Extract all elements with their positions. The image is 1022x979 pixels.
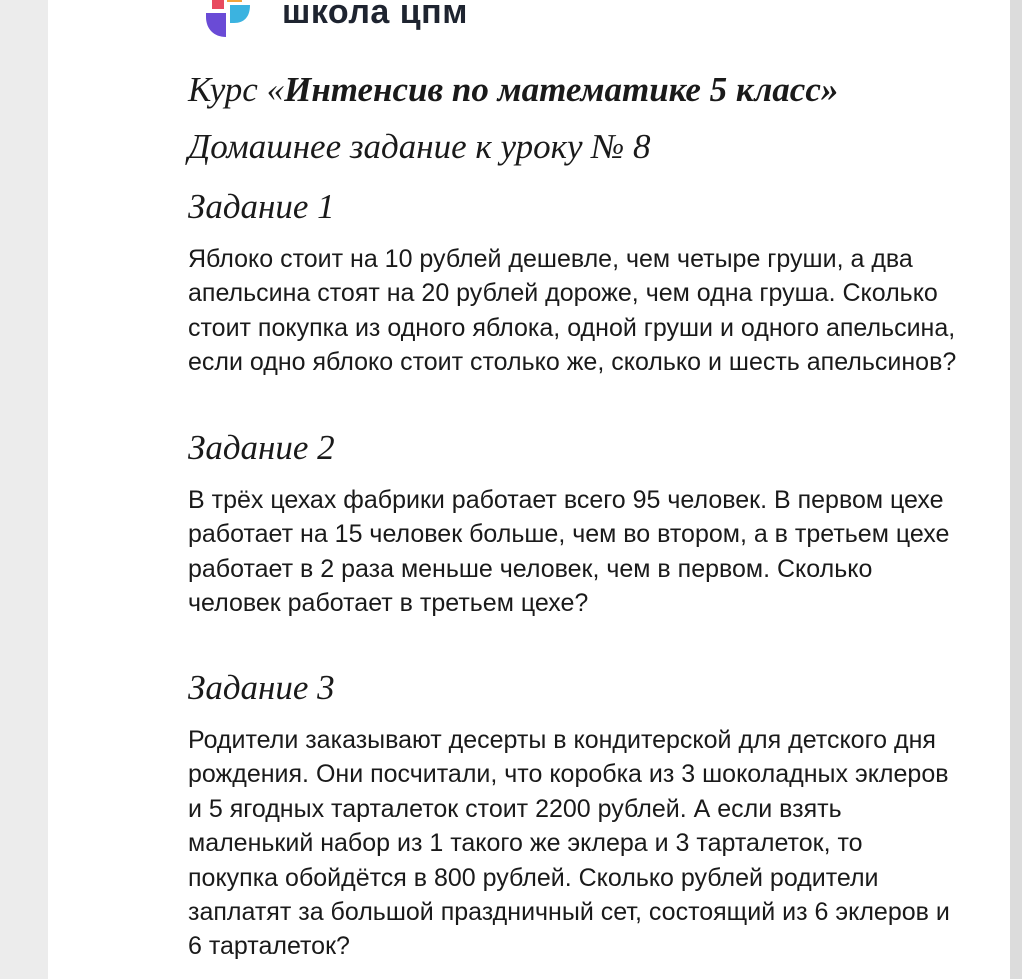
course-name: Интенсив по математике 5 класс xyxy=(284,70,821,109)
task-3-text: Родители заказывают десерты в кондитерской для детского дня рождения. Они посчитали, что коробка из 3 шоколадных эклеров и 5 ягодных тарталеток стоит 2200 рублей. А если взять маленький набор из 1 такого же эклера и 3 тарталеток, то покупка обойдётся в 800 рублей. Сколько рублей родители заплатят за большой праздничный сет, состоящий из 6 эклеров и 6 тарталеток? xyxy=(188,726,950,961)
course-title: Курс «Интенсив по математике 5 класс» xyxy=(188,70,839,109)
page-edge xyxy=(1010,0,1022,979)
logo-mark-icon xyxy=(198,0,256,41)
task-1-text: Яблоко стоит на 10 рублей дешевле, чем четыре груши, а два апельсина стоят на 20 рублей дороже, чем одна груша. Сколько стоит покупка из одного яблока, одной груши и одного апельсина, если одно яблоко стоит столько же, сколько и шесть апельсинов? xyxy=(188,245,957,377)
task-2-text: В трёх цехах фабрики работает всего 95 человек. В первом цехе работает на 15 человек больше, чем во втором, а в третьем цехе работает в 2 раза меньше человек, чем в первом. Сколько человек работает в третьем цехе? xyxy=(188,486,950,618)
homework-title: Домашнее задание к уроку № 8 xyxy=(188,127,651,166)
document-page xyxy=(48,0,1010,979)
brand-logo xyxy=(198,0,468,42)
brand-name: школа цпм xyxy=(282,0,468,31)
task-2-heading: Задание 2 xyxy=(188,428,335,467)
task-3-heading: Задание 3 xyxy=(188,668,335,707)
task-1-heading: Задание 1 xyxy=(188,187,335,226)
